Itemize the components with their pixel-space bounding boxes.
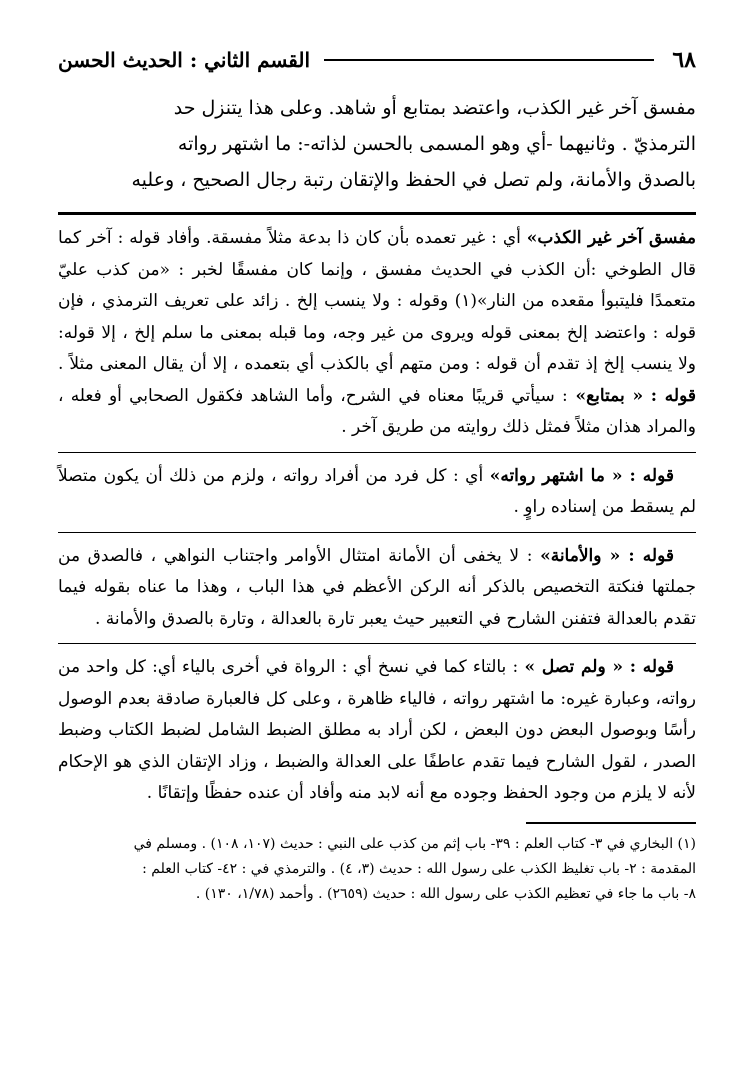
footnote-line: (١) البخاري في ٣- كتاب العلم : ٣٩- باب إثم من كذب على النبي : حديث (١٠٧، ١٠٨) . ومسلم في (133, 835, 696, 852)
commentary-paragraph (58, 652, 696, 810)
commentary-paragraph (58, 541, 696, 636)
footnote-line: ٨- باب ما جاء في تعظيم الكذب على رسول الله : حديث (٢٦٥٩) . وأحمد (١/٧٨، ١٣٠) . (195, 885, 696, 902)
commentary-text: : سيأتي قريبًا معناه في الشرح، (340, 385, 568, 406)
main-text-line: بالصدق والأمانة، ولم تصل في الحفظ والإتقان رتبة رجال الصحيح ، وعليه (131, 169, 696, 191)
running-header (58, 40, 696, 80)
footnote-rule (526, 822, 696, 824)
commentary-text: : بالتاء كما في نسخ أي : الرواة في أخرى بالياء أي: كل واحد من رواته، وعبارة غيره: ما اشتهر رواته ، فالياء ظاهرة ، وعلى كل فالعبارة صادقة بعدم الوصول رأسًا وبوصول البعض دون البعض ، لكن أراد به مطلق الضبط الشامل لضبط الكتاب وضبط الصدر ، لقول الشارح فيما تقدم عاطفًا على العدالة والضبط ، وزاد الإتقان الذي هو الإحكام لأنه لا يلزم من وجود الحفظ وجوده مع أنه لابد منه وأفاد أن عنده حفظًا وإتقانًا . (58, 657, 696, 803)
running-title: القسم الثاني : الحديث الحسن (58, 48, 311, 72)
header-rule (324, 59, 654, 61)
paragraph-divider (58, 643, 696, 644)
commentary-text: وأما الشاهد فكقول الصحابي أو فعله ، والمراد هذان مثلاً فمثل ذلك روايته من (58, 385, 696, 437)
commentary-lemma: قوله : « والأمانة» (540, 545, 674, 566)
commentary-text: آخر كما قال الطوخي :أن الكذب في الحديث مفسق ، وإنما كان مفسقًا لخبر : (58, 228, 697, 280)
main-text (58, 90, 696, 198)
main-text-line: مفسق آخر غير الكذب، واعتضد بمتابع أو شاهد. وعلى هذا يتنزل حد (173, 97, 696, 119)
footnotes (58, 832, 696, 907)
footnote-line: المقدمة : ٢- باب تغليظ الكذب على رسول الله : حديث (٣، ٤) . والترمذي في : ٤٢- كتاب العلم : (142, 860, 696, 877)
paragraph-divider (58, 452, 696, 453)
commentary-text: «من كذب عليّ متعمدًا فليتبوأ مقعده من النار»(١) وقوله : ولا ينسب إلخ . زائد على (58, 259, 696, 311)
commentary-paragraph (58, 223, 696, 444)
main-text-line: الترمذيّ . وثانيهما -أي وهو المسمى بالحسن لذاته-: ما اشتهر رواته (177, 133, 696, 155)
paragraph-divider (58, 532, 696, 533)
commentary-lemma: قوله : « ولم تصل » (524, 657, 674, 677)
page (58, 40, 696, 907)
commentary-text: : لا يخفى أن الأمانة امتثال الأوامر واجتناب النواهي ، فالصدق من جملتها فنكتة التخصيص بالذكر أنه الركن الأعظم في هذا الباب ، وهذا ما عناه بقوله فيما تقدم بالعدالة فتفنن الشارح في التعبير حيث يعبر تارة بالعدالة ، وتارة بالصدق والأمانة . (58, 545, 696, 629)
commentary-text: طريق آخر . (341, 417, 424, 437)
commentary-text: أي بتعمده ، إلا أن يقال المعنى مثلاً . (58, 354, 315, 374)
commentary-text: بمعنى ما سلم إلخ ، إلا قوله: ولا ينسب إلخ إذ تقدم أن قوله : ومن متهم أي بالكذب (58, 322, 697, 374)
commentary-lemma: مفسق آخر غير الكذب» (526, 228, 696, 248)
commentary-text: تعريف الترمذي ، فإن قوله : واعتضد إلخ بمعنى قوله ويروى من غير وجه، وما قبله (58, 291, 696, 343)
page-number: ٦٨ (672, 47, 696, 73)
commentary-lemma: قوله : « بمتابع» (567, 385, 697, 406)
commentary-text: أي : غير تعمده بأن كان ذا بدعة مثلاً مفسقة. وأفاد قوله : (117, 228, 527, 248)
commentary-divider (58, 212, 696, 215)
commentary-lemma: قوله : « ما اشتهر رواته» (489, 465, 674, 486)
commentary (58, 223, 696, 810)
commentary-text: أي : كل فرد من أفراد رواته ، ولزم من ذلك أن يكون متصلاً لم يسقط من إسناده راوٍ . (58, 465, 696, 517)
commentary-paragraph (58, 461, 696, 524)
